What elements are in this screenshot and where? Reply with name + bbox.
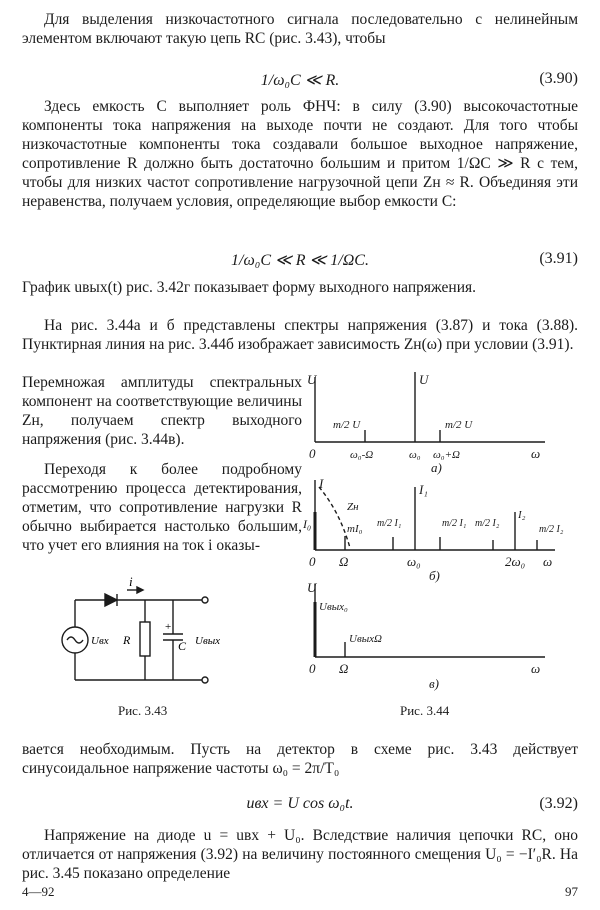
- formula: uвх = U cos ω₀t.: [246, 795, 354, 812]
- b-tick1: ω₀: [407, 554, 421, 569]
- equation-number: (3.92): [539, 795, 578, 812]
- c-origin: 0: [309, 661, 316, 676]
- a-axis: ω: [531, 446, 541, 461]
- b-side2-label: m/2 I₁: [442, 518, 467, 529]
- b-origin: 0: [309, 554, 316, 569]
- input-voltage-label: Uвх: [91, 635, 109, 647]
- b-side3-label: m/2 I₂: [475, 518, 500, 529]
- b-side1-label: m/2 I₁: [377, 518, 402, 529]
- b-label: б): [429, 568, 440, 583]
- paragraph-1: Для выделения низкочастотного сигнала последовательно с нелинейным элементом включают такую цепь RC (рис. 3.43), чтобы: [22, 11, 578, 47]
- equation-number: (3.91): [539, 250, 578, 267]
- b-i2-label: I₂: [518, 509, 526, 521]
- resistor-label: R: [123, 633, 131, 647]
- equation-3-90: [22, 70, 578, 90]
- a-carrier-label: U: [419, 372, 429, 387]
- b-axis-label: I: [319, 476, 324, 491]
- paragraph-7: вается необходимым. Пусть на детектор в схеме рис. 3.43 действует синусоидальное напряжение частоты ω₀ = 2π/T₀: [22, 741, 578, 777]
- paragraph-6: Переходя к более подробному рассмотрению процесса детектирования, отметим, что сопротивление нагрузки R обычно выбирается настолько большим, что учет его влияния на ток i оказы-: [22, 461, 302, 554]
- spectrum-diagram: [305, 362, 595, 692]
- formula: 1/ω₀C ≪ R ≪ 1/ΩC.: [231, 252, 369, 269]
- paragraph-8: Напряжение на диоде u = uвх + U₀. Вследствие наличия цепочки RC, оно отличается от напряжения (3.92) на величину постоянного смещения U₀ = −I′₀R. На рис. 3.45 показано определение: [22, 827, 578, 882]
- a-label: а): [431, 460, 442, 475]
- a-tick1: ω₀-Ω: [350, 449, 374, 461]
- a-side2-label: m/2 U: [445, 419, 473, 431]
- a-origin: 0: [309, 446, 316, 461]
- c-omega-label: UвыхΩ: [349, 633, 383, 645]
- a-tick3: ω₀+Ω: [433, 449, 460, 461]
- c-axis-label: U: [307, 580, 317, 595]
- equation-3-91: [22, 250, 578, 270]
- b-omega: Ω: [339, 554, 349, 569]
- a-tick2: ω₀: [409, 449, 421, 461]
- capacitor-label: C: [178, 639, 187, 653]
- figure-3-43-caption: Рис. 3.43: [118, 703, 168, 718]
- plus-label: +: [165, 621, 172, 633]
- a-axis-label: U: [307, 372, 317, 387]
- current-label: i: [129, 574, 133, 589]
- c-omega: Ω: [339, 661, 349, 676]
- paragraph-3: График uвых(t) рис. 3.42г показывает форму выходного напряжения.: [22, 279, 476, 296]
- circuit-diagram: [55, 574, 285, 690]
- output-voltage-label: Uвых: [195, 635, 221, 647]
- b-tick2: 2ω₀: [505, 554, 526, 569]
- paragraph-5: Перемножая амплитуды спектральных компонент на соответствующие величины Zн, получаем спектр выходного напряжения (рис. 3.44в).: [22, 374, 302, 448]
- page-number: 97: [565, 884, 578, 899]
- b-mi0-label: mI₀: [347, 523, 363, 535]
- c-label: в): [429, 676, 439, 691]
- c-dc-label: Uвых₀: [319, 601, 348, 613]
- figure-3-44-caption: Рис. 3.44: [400, 703, 450, 718]
- b-side4-label: m/2 I₂: [539, 524, 564, 535]
- equation-number: (3.90): [539, 70, 578, 87]
- c-axis: ω: [531, 661, 541, 676]
- b-dc-label: I₀: [303, 517, 312, 531]
- b-axis: ω: [543, 554, 553, 569]
- equation-3-92: [22, 795, 578, 815]
- a-side1-label: m/2 U: [333, 419, 361, 431]
- b-carrier-label: I₁: [419, 482, 428, 497]
- formula: 1/ω₀C ≪ R.: [260, 72, 340, 89]
- paragraph-2: Здесь емкость C выполняет роль ФНЧ: в силу (3.90) высокочастотные компоненты тока напряжения на выходе почти не создают. Для того чтобы низкочастотные компоненты тока создавали большое выходное напряжение, сопротивление R должно быть достаточно большим и притом 1/ΩC ≫ R с тем, чтобы для низких частот сопротивление нагрузочной цепи Zн ≈ R. Объединяя эти неравенства, получаем условия, определяющие выбор емкости C:: [22, 98, 578, 210]
- paragraph-4: На рис. 3.44а и б представлены спектры напряжения (3.87) и тока (3.88). Пунктирная линия на рис. 3.44б изображает зависимость Zн(ω) при условии (3.91).: [22, 317, 578, 353]
- b-zh-label: Zн: [347, 501, 359, 513]
- footer-signature: 4—92: [22, 884, 55, 899]
